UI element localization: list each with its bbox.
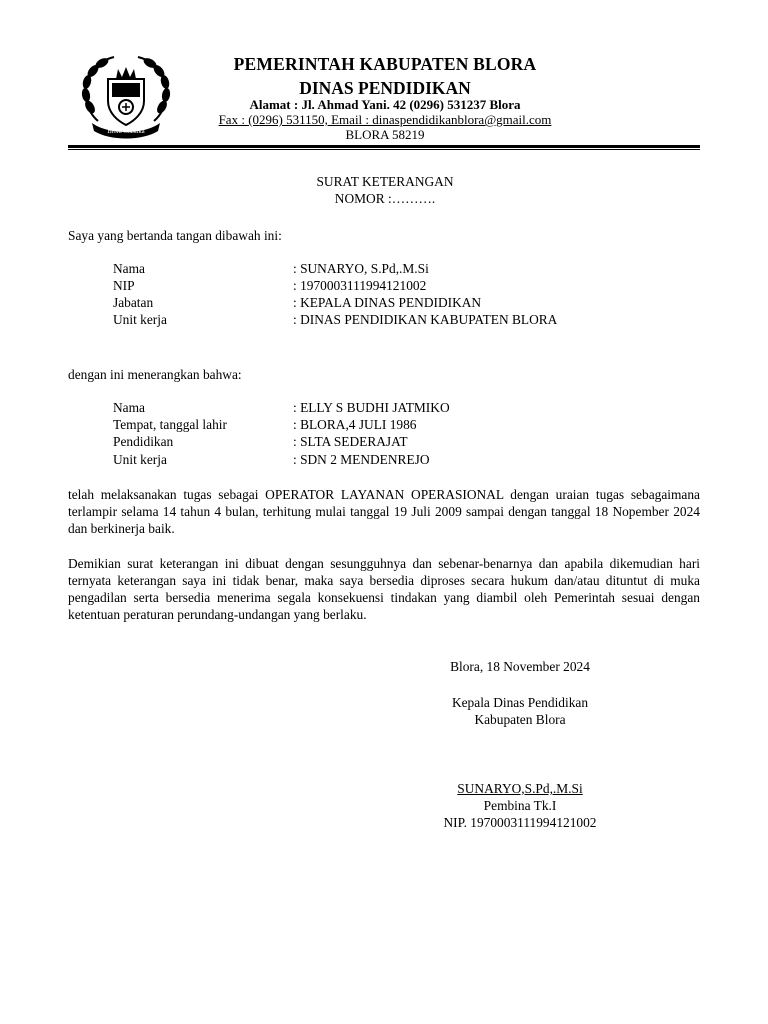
signature-nip: NIP. 1970003111994121002 (443, 815, 597, 830)
subject-value-education: : SLTA SEDERAJAT (293, 434, 408, 449)
letterhead-government-name: PEMERINTAH KABUPATEN BLORA (233, 54, 537, 74)
svg-text:Blora Mustika: Blora Mustika (107, 128, 145, 135)
body-paragraph-1: telah melaksanakan tugas sebagai OPERATOR LAYANAN OPERASIONAL dengan uraian tugas sebagaimana terlampir selama 14 tahun 4 bulan, terhitung mulai tanggal 19 Juli 2009 sampai dengan tanggal 18 Nopember 2024 dan berkinerja baik. (68, 487, 700, 536)
signature-position-line1: Kepala Dinas Pendidikan (451, 695, 589, 710)
signature-position-line2: Kabupaten Blora (474, 712, 566, 727)
subject-label-birth: Tempat, tanggal lahir (113, 417, 227, 432)
signer-value-name: : SUNARYO, S.Pd,.M.Si (293, 261, 429, 276)
document-number: NOMOR :………. (334, 191, 436, 206)
statement-intro-text: dengan ini menerangkan bahwa: (68, 367, 242, 382)
letterhead-contact (180, 112, 590, 128)
signature-name (420, 780, 620, 797)
signer-label-position: Jabatan (113, 295, 154, 310)
letterhead-agency-name: DINAS PENDIDIKAN (299, 78, 471, 98)
regency-emblem-logo (78, 51, 174, 139)
subject-value-name: : ELLY S BUDHI JATMIKO (293, 400, 450, 415)
letterhead-thin-rule (68, 149, 700, 150)
signature-place-date: Blora, 18 November 2024 (450, 659, 590, 674)
signer-value-position: : KEPALA DINAS PENDIDIKAN (293, 295, 482, 310)
subject-label-unit: Unit kerja (113, 452, 167, 467)
letterhead-city: BLORA 58219 (345, 127, 425, 142)
document-title: SURAT KETERANGAN (316, 174, 454, 189)
signer-value-unit: : DINAS PENDIDIKAN KABUPATEN BLORA (293, 312, 558, 327)
subject-label-education: Pendidikan (113, 434, 174, 449)
signature-rank: Pembina Tk.I (483, 798, 557, 813)
subject-value-birth: : BLORA,4 JULI 1986 (293, 417, 417, 432)
subject-value-unit: : SDN 2 MENDENREJO (293, 452, 430, 467)
signer-label-unit: Unit kerja (113, 312, 167, 327)
signer-label-nip: NIP (113, 278, 135, 293)
signature-name-text: SUNARYO,S.Pd,.M.Si (457, 781, 583, 796)
intro-text: Saya yang bertanda tangan dibawah ini: (68, 228, 282, 243)
letterhead-address: Alamat : Jl. Ahmad Yani. 42 (0296) 531237 Blora (249, 97, 521, 112)
subject-label-name: Nama (113, 400, 145, 415)
contact-link[interactable]: Fax : (0296) 531150, Email : dinaspendidikanblora@gmail.com (218, 112, 552, 127)
signer-value-nip: : 1970003111994121002 (293, 278, 427, 293)
body-paragraph-2: Demikian surat keterangan ini dibuat dengan sesungguhnya dan sebenar-benarnya dan apabila dikemudian hari ternyata keterangan saya ini tidak benar, maka saya bersedia diproses secara hukum dan/atau dituntut di muka pengadilan serta bersedia menerima segala konsekuensi tindakan yang diambil oleh Pemerintah sesuai dengan ketentuan peraturan perundang-undangan yang berlaku. (68, 556, 700, 622)
signer-label-name: Nama (113, 261, 145, 276)
letterhead-thick-rule (68, 145, 700, 148)
